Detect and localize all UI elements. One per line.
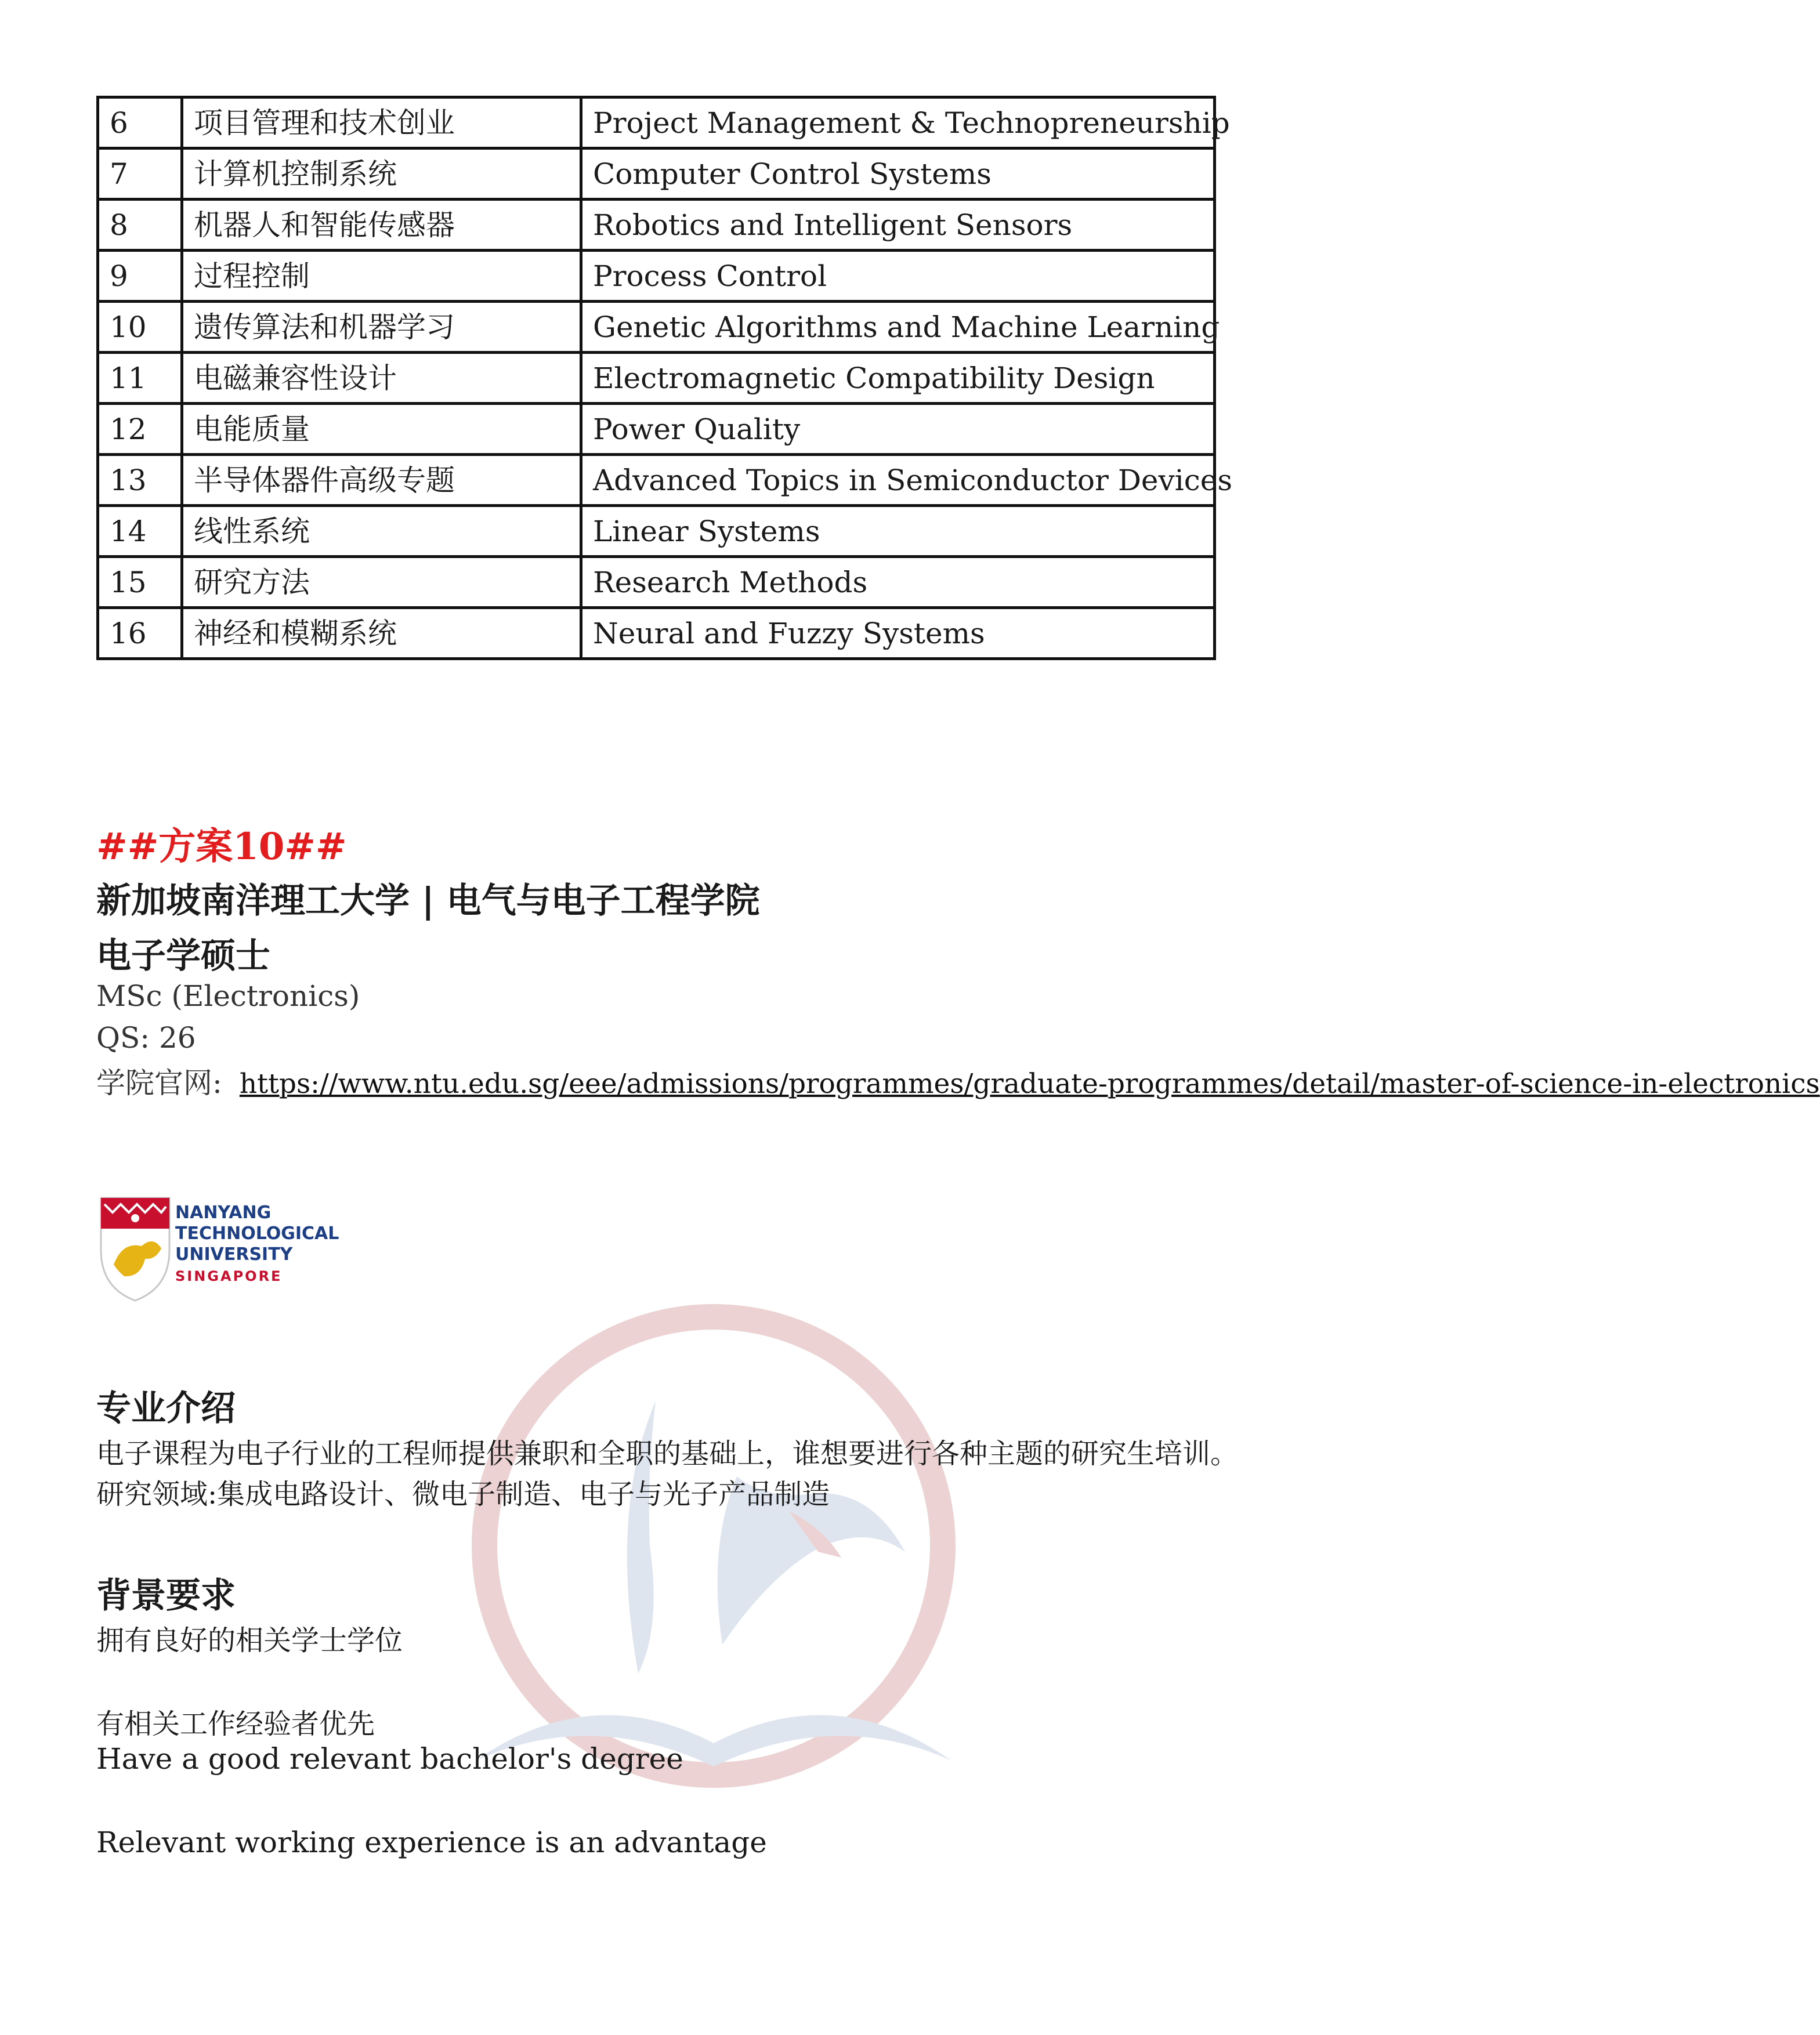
website-row xyxy=(96,1060,1820,1102)
requirement-degree-en: Have a good relevant bachelor's degree xyxy=(96,1742,683,1776)
plan-title: ##方案10## xyxy=(96,825,347,868)
course-name-zh: 机器人和智能传感器 xyxy=(182,200,581,251)
table-row xyxy=(98,557,1215,608)
requirement-degree-zh: 拥有良好的相关学士学位 xyxy=(96,1624,403,1657)
course-name-zh: 研究方法 xyxy=(182,557,581,608)
course-name-en: Linear Systems xyxy=(581,506,1215,557)
course-number: 10 xyxy=(98,302,182,353)
course-number: 12 xyxy=(98,404,182,455)
requirement-experience-en: Relevant working experience is an advantage xyxy=(96,1826,767,1859)
course-name-zh: 半导体器件高级专题 xyxy=(182,455,581,506)
requirement-experience-zh: 有相关工作经验者优先 xyxy=(96,1708,375,1740)
course-name-en: Neural and Fuzzy Systems xyxy=(581,608,1215,659)
logo-line-2: TECHNOLOGICAL xyxy=(175,1223,339,1244)
logo-line-1: NANYANG xyxy=(175,1203,272,1223)
course-number: 8 xyxy=(98,200,182,251)
course-name-zh: 电能质量 xyxy=(182,404,581,455)
research-areas-text: 研究领域:集成电路设计、微电子制造、电子与光子产品制造 xyxy=(96,1478,830,1511)
course-name-en: Electromagnetic Compatibility Design xyxy=(581,353,1215,404)
website-label: 学院官网: xyxy=(96,1066,222,1100)
course-name-en: Computer Control Systems xyxy=(581,149,1215,200)
course-name-en: Advanced Topics in Semiconductor Devices xyxy=(581,455,1215,506)
course-table xyxy=(96,96,1233,660)
course-name-zh: 遗传算法和机器学习 xyxy=(182,302,581,353)
course-number: 6 xyxy=(98,97,182,149)
school-title: 新加坡南洋理工大学 | 电气与电子工程学院 xyxy=(96,881,760,921)
course-name-zh: 项目管理和技术创业 xyxy=(182,97,581,149)
course-number: 9 xyxy=(98,251,182,302)
course-name-en: Process Control xyxy=(581,251,1215,302)
table-row xyxy=(98,302,1215,353)
university-logo xyxy=(96,1149,337,1317)
intro-heading: 专业介绍 xyxy=(96,1388,236,1429)
table-row xyxy=(98,149,1215,200)
table-row xyxy=(98,200,1215,251)
course-name-en: Power Quality xyxy=(581,404,1215,455)
website-link[interactable]: https://www.ntu.edu.sg/eee/admissions/programmes/graduate-programmes/detail/master-of-science-in-electronics xyxy=(239,1068,1820,1100)
table-row xyxy=(98,353,1215,404)
course-number: 11 xyxy=(98,353,182,404)
course-name-zh: 线性系统 xyxy=(182,506,581,557)
program-name-en: MSc (Electronics) xyxy=(96,979,360,1013)
table-row xyxy=(98,404,1215,455)
table-row xyxy=(98,608,1215,659)
table-row xyxy=(98,506,1215,557)
course-name-zh: 计算机控制系统 xyxy=(182,149,581,200)
table-row xyxy=(98,251,1215,302)
watermark-logo xyxy=(464,1302,963,1801)
course-name-en: Project Management & Technopreneurship xyxy=(581,97,1215,149)
course-name-zh: 过程控制 xyxy=(182,251,581,302)
table-row xyxy=(98,455,1215,506)
course-number: 13 xyxy=(98,455,182,506)
course-name-zh: 神经和模糊系统 xyxy=(182,608,581,659)
course-name-en: Research Methods xyxy=(581,557,1215,608)
table-row xyxy=(98,97,1215,149)
course-number: 14 xyxy=(98,506,182,557)
course-name-en: Robotics and Intelligent Sensors xyxy=(581,200,1215,251)
intro-text: 电子课程为电子行业的工程师提供兼职和全职的基础上，谁想要进行各种主题的研究生培训。 xyxy=(96,1437,1239,1470)
requirements-heading: 背景要求 xyxy=(96,1576,236,1616)
course-name-zh: 电磁兼容性设计 xyxy=(182,353,581,404)
qs-ranking: QS: 26 xyxy=(96,1021,196,1055)
course-number: 15 xyxy=(98,557,182,608)
logo-line-4: SINGAPORE xyxy=(175,1268,283,1284)
course-number: 16 xyxy=(98,608,182,659)
degree-title: 电子学硕士 xyxy=(96,936,270,976)
course-number: 7 xyxy=(98,149,182,200)
logo-line-3: UNIVERSITY xyxy=(175,1244,293,1265)
course-name-en: Genetic Algorithms and Machine Learning xyxy=(581,302,1215,353)
